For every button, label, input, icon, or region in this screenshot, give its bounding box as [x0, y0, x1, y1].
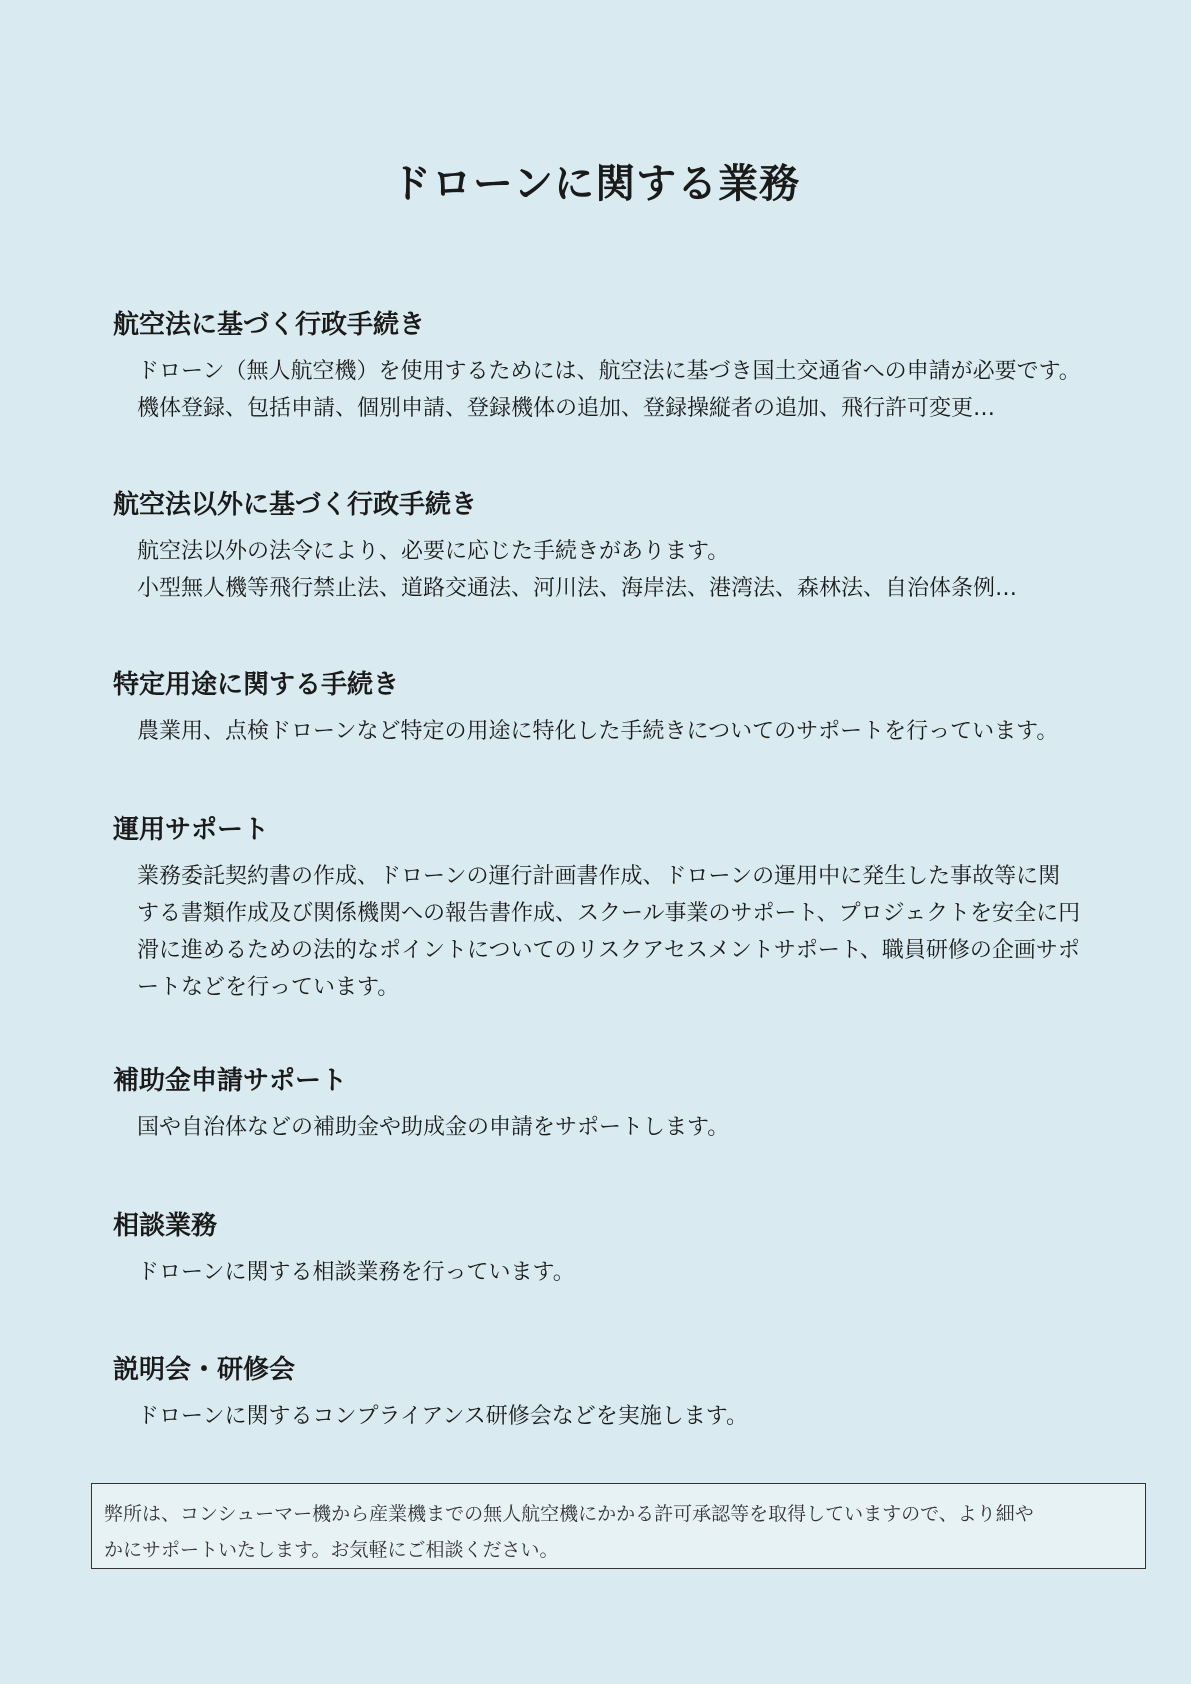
section-line: ドローンに関するコンプライアンス研修会などを実施します。: [137, 1404, 748, 1429]
section-body: [137, 1398, 748, 1435]
section-body: [137, 713, 1058, 750]
section-heading: 特定用途に関する手続き: [113, 670, 400, 700]
section-line: 滑に進めるための法的なポイントについてのリスクアセスメントサポート、職員研修の企画サポ: [137, 938, 1080, 963]
section-body: [137, 1254, 575, 1291]
notice-box: [91, 1483, 1146, 1569]
section-aviation-act: [113, 305, 1081, 427]
section-line: 農業用、点検ドローンなど特定の用途に特化した手続きについてのサポートを行っています。: [137, 719, 1059, 744]
section-seminars: [113, 1350, 748, 1435]
notice-line: かにサポートいたします。お気軽にご相談ください。: [104, 1539, 559, 1561]
section-heading: 運用サポート: [113, 815, 270, 845]
section-heading: 相談業務: [113, 1211, 218, 1241]
section-consultation: [113, 1206, 575, 1291]
section-body: [137, 858, 1080, 1006]
section-line: する書類作成及び関係機関への報告書作成、スクール事業のサポート、プロジェクトを安全に円: [137, 901, 1081, 926]
section-body: [137, 533, 1017, 607]
section-line: 小型無人機等飛行禁止法、道路交通法、河川法、海岸法、港湾法、森林法、自治体条例…: [137, 576, 1018, 601]
section-line: ートなどを行っています。: [137, 975, 400, 1000]
section-heading: 補助金申請サポート: [113, 1066, 348, 1096]
section-heading: 説明会・研修会: [113, 1355, 296, 1385]
section-line: 機体登録、包括申請、個別申請、登録機体の追加、登録操縦者の追加、飛行許可変更…: [137, 396, 996, 421]
section-line: ドローンに関する相談業務を行っています。: [137, 1260, 575, 1285]
section-body: [137, 1109, 729, 1146]
section-line: 航空法以外の法令により、必要に応じた手続きがあります。: [137, 539, 730, 564]
section-line: 国や自治体などの補助金や助成金の申請をサポートします。: [137, 1115, 730, 1140]
section-body: [137, 353, 1081, 427]
section-heading: 航空法以外に基づく行政手続き: [113, 490, 478, 520]
section-operation-support: [113, 810, 1080, 1006]
section-line: ドローン（無人航空機）を使用するためには、航空法に基づき国土交通省への申請が必要です。: [137, 359, 1081, 384]
section-line: 業務委託契約書の作成、ドローンの運行計画書作成、ドローンの運用中に発生した事故等に関: [137, 864, 1061, 889]
notice-line: 弊所は、コンシューマー機から産業機までの無人航空機にかかる許可承認等を取得していますので、より細や: [104, 1503, 1034, 1525]
section-other-laws: [113, 485, 1017, 607]
section-subsidy-support: [113, 1061, 729, 1146]
page-title: ドローンに関する業務: [390, 161, 801, 207]
section-specific-use: [113, 665, 1058, 750]
section-heading: 航空法に基づく行政手続き: [113, 310, 426, 340]
